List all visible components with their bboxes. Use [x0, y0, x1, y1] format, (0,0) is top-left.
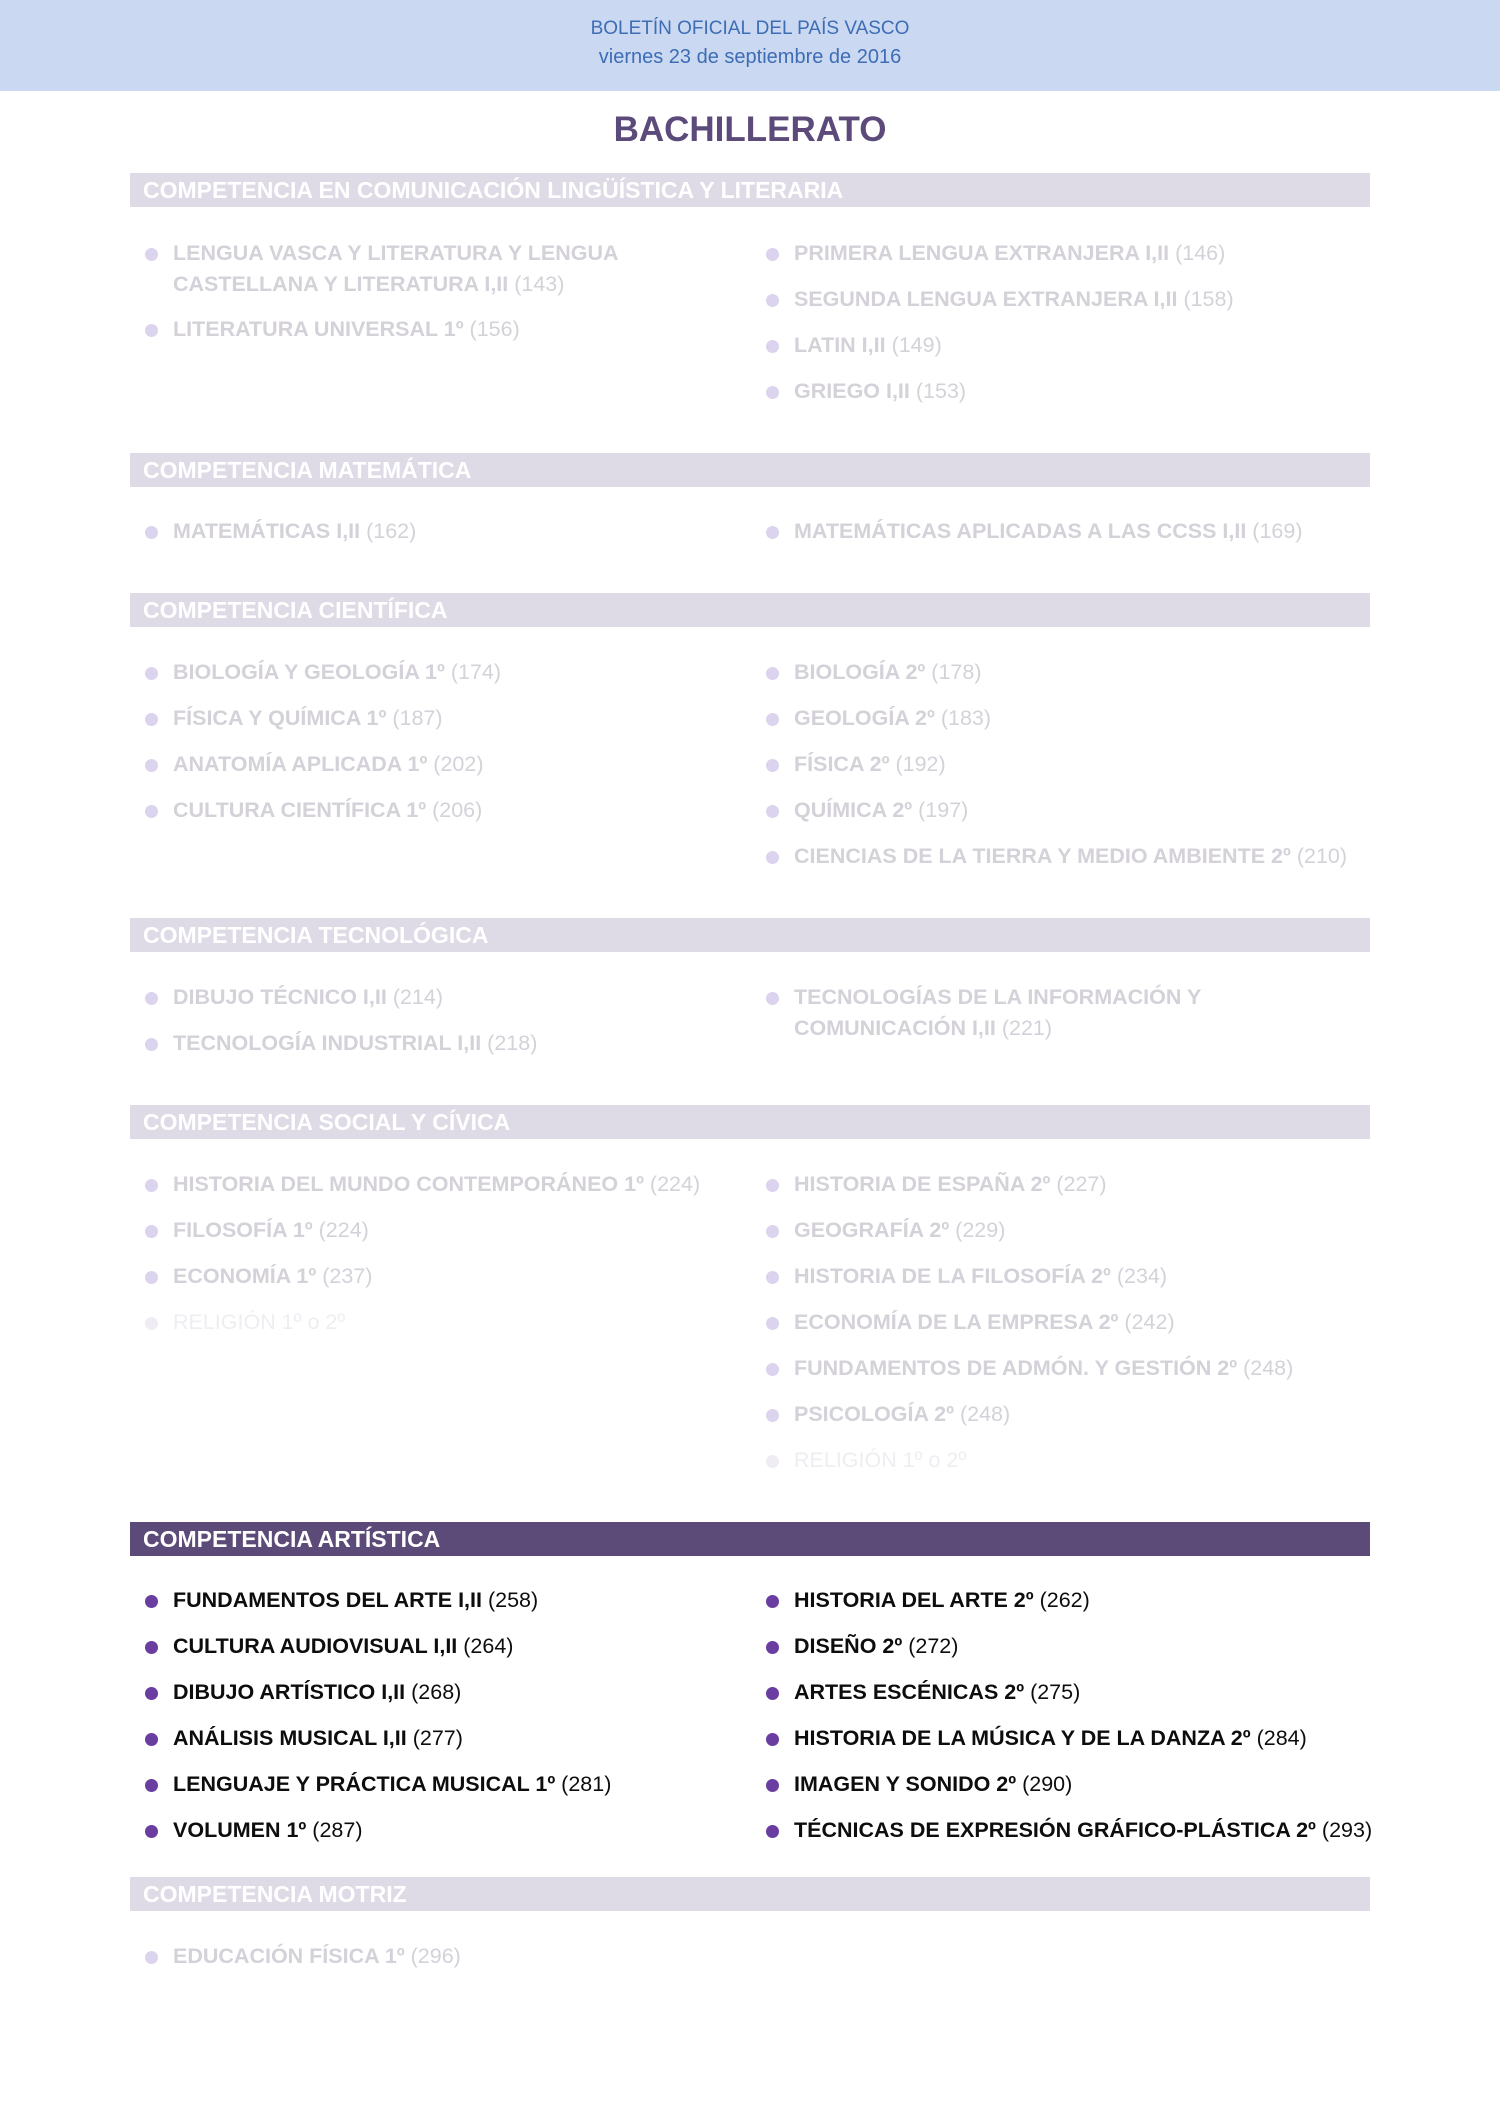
bulletin-date: viernes 23 de septiembre de 2016 — [598, 46, 902, 68]
list-item: RELIGIÓN 1º o 2º — [794, 1445, 1374, 1476]
list-item: GEOLOGÍA 2º (183) — [794, 703, 1374, 734]
bulletin-header — [0, 0, 1500, 91]
bullet-icon — [766, 1179, 779, 1192]
list-item: GEOGRAFÍA 2º (229) — [794, 1215, 1374, 1246]
section-header-tecnologica: COMPETENCIA TECNOLÓGICA — [130, 918, 1370, 952]
list-item: HISTORIA DEL ARTE 2º (262) — [794, 1585, 1374, 1616]
list-item: MATEMÁTICAS I,II (162) — [173, 516, 733, 547]
list-item: PSICOLOGÍA 2º (248) — [794, 1399, 1374, 1430]
bullet-icon — [766, 386, 779, 399]
section-header-motriz: COMPETENCIA MOTRIZ — [130, 1877, 1370, 1911]
list-item: HISTORIA DE LA FILOSOFÍA 2º (234) — [794, 1261, 1374, 1292]
bullet-icon — [145, 1225, 158, 1238]
bullet-icon — [766, 667, 779, 680]
list-item: LATIN I,II (149) — [794, 330, 1374, 361]
bullet-icon — [766, 1779, 779, 1792]
list-item: HISTORIA DE LA MÚSICA Y DE LA DANZA 2º (284) — [794, 1723, 1374, 1754]
list-item: PRIMERA LENGUA EXTRANJERA I,II (146) — [794, 238, 1374, 269]
list-item: EDUCACIÓN FÍSICA 1º (296) — [173, 1941, 733, 1972]
bullet-icon — [766, 1687, 779, 1700]
bullet-icon — [766, 759, 779, 772]
bullet-icon — [145, 1825, 158, 1838]
bullet-icon — [145, 1317, 158, 1330]
list-item: LENGUA VASCA Y LITERATURA Y LENGUA CASTELLANA Y LITERATURA I,II (143) — [173, 238, 733, 300]
list-item: FÍSICA Y QUÍMICA 1º (187) — [173, 703, 733, 734]
list-item: DIBUJO TÉCNICO I,II (214) — [173, 982, 733, 1013]
bullet-icon — [766, 294, 779, 307]
bullet-icon — [145, 1038, 158, 1051]
bullet-icon — [766, 1825, 779, 1838]
list-item: LENGUAJE Y PRÁCTICA MUSICAL 1º (281) — [173, 1769, 733, 1800]
list-item: CULTURA AUDIOVISUAL I,II (264) — [173, 1631, 733, 1662]
bullet-icon — [766, 526, 779, 539]
bullet-icon — [766, 1595, 779, 1608]
bullet-icon — [766, 340, 779, 353]
bullet-icon — [766, 1225, 779, 1238]
bullet-icon — [145, 248, 158, 261]
bullet-icon — [766, 248, 779, 261]
bullet-icon — [145, 324, 158, 337]
bullet-icon — [766, 992, 779, 1005]
bullet-icon — [145, 667, 158, 680]
list-item: LITERATURA UNIVERSAL 1º (156) — [173, 314, 733, 345]
section-header-artistica: COMPETENCIA ARTÍSTICA — [130, 1522, 1370, 1556]
bullet-icon — [145, 992, 158, 1005]
list-item: FILOSOFÍA 1º (224) — [173, 1215, 733, 1246]
section-header-cientifica: COMPETENCIA CIENTÍFICA — [130, 593, 1370, 627]
list-item: SEGUNDA LENGUA EXTRANJERA I,II (158) — [794, 284, 1374, 315]
bullet-icon — [766, 1455, 779, 1468]
bullet-icon — [766, 1641, 779, 1654]
bullet-icon — [145, 805, 158, 818]
bullet-icon — [145, 1687, 158, 1700]
list-item: CULTURA CIENTÍFICA 1º (206) — [173, 795, 733, 826]
list-item: RELIGIÓN 1º o 2º — [173, 1307, 733, 1338]
list-item: DISEÑO 2º (272) — [794, 1631, 1374, 1662]
list-item: FÍSICA 2º (192) — [794, 749, 1374, 780]
bullet-icon — [766, 1733, 779, 1746]
list-item: MATEMÁTICAS APLICADAS A LAS CCSS I,II (169) — [794, 516, 1374, 547]
bullet-icon — [766, 851, 779, 864]
bullet-icon — [766, 805, 779, 818]
list-item: IMAGEN Y SONIDO 2º (290) — [794, 1769, 1374, 1800]
bullet-icon — [145, 1179, 158, 1192]
list-item: ECONOMÍA DE LA EMPRESA 2º (242) — [794, 1307, 1374, 1338]
bullet-icon — [145, 526, 158, 539]
bullet-icon — [145, 1595, 158, 1608]
list-item: HISTORIA DE ESPAÑA 2º (227) — [794, 1169, 1374, 1200]
list-item: DIBUJO ARTÍSTICO I,II (268) — [173, 1677, 733, 1708]
list-item: BIOLOGÍA 2º (178) — [794, 657, 1374, 688]
list-item: ANATOMÍA APLICADA 1º (202) — [173, 749, 733, 780]
bullet-icon — [766, 1271, 779, 1284]
list-item: TECNOLOGÍA INDUSTRIAL I,II (218) — [173, 1028, 733, 1059]
list-item: TÉCNICAS DE EXPRESIÓN GRÁFICO-PLÁSTICA 2º (293) — [794, 1815, 1374, 1846]
list-item: ANÁLISIS MUSICAL I,II (277) — [173, 1723, 733, 1754]
bullet-icon — [766, 1317, 779, 1330]
section-header-matematica: COMPETENCIA MATEMÁTICA — [130, 453, 1370, 487]
bullet-icon — [145, 713, 158, 726]
bullet-icon — [145, 1271, 158, 1284]
bullet-icon — [766, 713, 779, 726]
section-header-social-civica: COMPETENCIA SOCIAL Y CÍVICA — [130, 1105, 1370, 1139]
list-item: FUNDAMENTOS DEL ARTE I,II (258) — [173, 1585, 733, 1616]
list-item: ECONOMÍA 1º (237) — [173, 1261, 733, 1292]
bullet-icon — [766, 1363, 779, 1376]
section-header-linguistica: COMPETENCIA EN COMUNICACIÓN LINGÜÍSTICA Y LITERARIA — [130, 173, 1370, 207]
bullet-icon — [145, 1779, 158, 1792]
list-item: VOLUMEN 1º (287) — [173, 1815, 733, 1846]
bullet-icon — [145, 1951, 158, 1964]
bullet-icon — [145, 759, 158, 772]
list-item: GRIEGO I,II (153) — [794, 376, 1374, 407]
bullet-icon — [145, 1733, 158, 1746]
page-title: BACHILLERATO — [613, 110, 887, 149]
list-item: BIOLOGÍA Y GEOLOGÍA 1º (174) — [173, 657, 733, 688]
bullet-icon — [145, 1641, 158, 1654]
list-item: CIENCIAS DE LA TIERRA Y MEDIO AMBIENTE 2º (210) — [794, 841, 1374, 872]
list-item: QUÍMICA 2º (197) — [794, 795, 1374, 826]
list-item: ARTES ESCÉNICAS 2º (275) — [794, 1677, 1374, 1708]
bullet-icon — [766, 1409, 779, 1422]
list-item: HISTORIA DEL MUNDO CONTEMPORÁNEO 1º (224) — [173, 1169, 733, 1200]
list-item: TECNOLOGÍAS DE LA INFORMACIÓN Y COMUNICACIÓN I,II (221) — [794, 982, 1234, 1044]
list-item: FUNDAMENTOS DE ADMÓN. Y GESTIÓN 2º (248) — [794, 1353, 1374, 1384]
bulletin-name: BOLETÍN OFICIAL DEL PAÍS VASCO — [590, 18, 910, 39]
